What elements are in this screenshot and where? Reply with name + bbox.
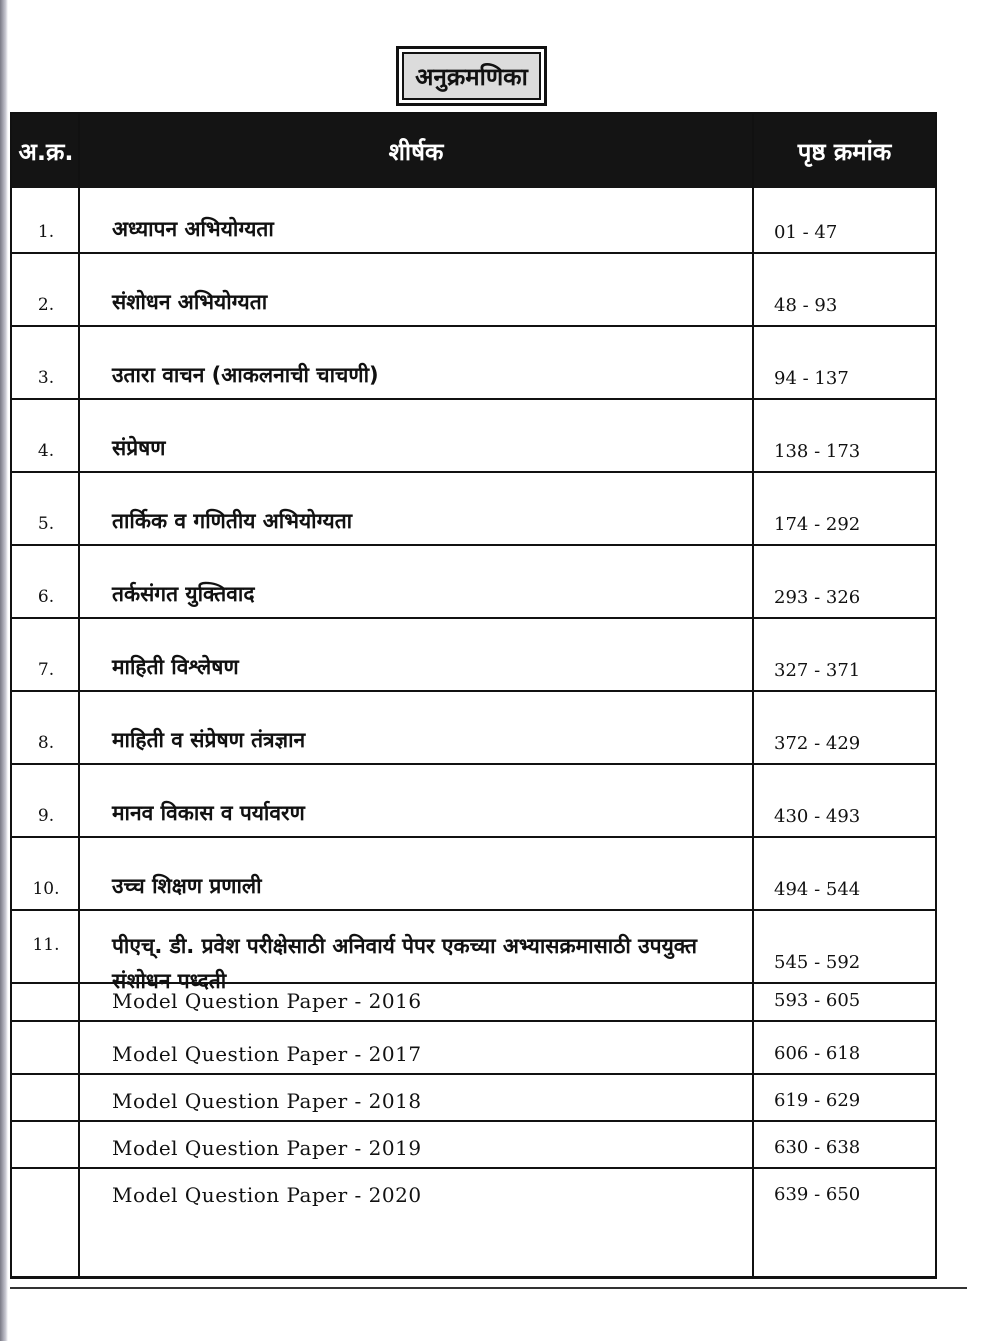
header-serial-number: अ.क्र.	[18, 137, 74, 166]
row-title: Model Question Paper - 2016	[112, 989, 422, 1013]
table-row	[12, 838, 935, 911]
column-divider-1	[78, 114, 80, 1278]
table-row	[12, 546, 935, 619]
header-page-number: पृष्ठ क्रमांक	[797, 137, 892, 166]
row-page-range: 327 - 371	[774, 660, 861, 681]
row-title: तार्किक व गणितीय अभियोग्यता	[112, 509, 353, 533]
row-page-range: 494 - 544	[774, 879, 861, 900]
row-serial-number: 10.	[32, 879, 60, 899]
table-row	[12, 400, 935, 473]
index-heading-box	[396, 46, 547, 106]
row-serial-number: 1.	[37, 222, 55, 242]
row-title: पीएच्. डी. प्रवेश परीक्षेसाठी अनिवार्य पेपर एकच्या अभ्यासक्रमासाठी उपयुक्त संशोधन पध्दती	[112, 934, 698, 993]
row-page-range: 01 - 47	[774, 222, 838, 243]
row-serial-number: 4.	[37, 441, 55, 461]
table-row	[12, 1022, 935, 1075]
row-title: Model Question Paper - 2017	[112, 1042, 422, 1066]
row-title: संशोधन अभियोग्यता	[112, 290, 268, 314]
row-serial-number: 9.	[37, 806, 55, 826]
row-serial-number: 5.	[37, 514, 55, 534]
row-page-range: 630 - 638	[774, 1137, 861, 1158]
row-serial-number: 11.	[32, 935, 60, 955]
row-title: माहिती व संप्रेषण तंत्रज्ञान	[112, 728, 306, 752]
row-page-range: 430 - 493	[774, 806, 861, 827]
table-row	[12, 1169, 935, 1216]
row-title: उच्च शिक्षण प्रणाली	[112, 874, 262, 898]
table-row	[12, 765, 935, 838]
row-serial-number: 3.	[37, 368, 55, 388]
table-header	[12, 114, 935, 188]
row-title: अध्यापन अभियोग्यता	[112, 217, 274, 241]
row-title: माहिती विश्लेषण	[112, 655, 239, 679]
table-row	[12, 254, 935, 327]
row-page-range: 48 - 93	[774, 295, 838, 316]
row-page-range: 593 - 605	[774, 990, 861, 1011]
row-page-range: 94 - 137	[774, 368, 849, 389]
book-spine-shadow	[0, 0, 8, 1341]
table-row	[12, 1122, 935, 1169]
row-title: Model Question Paper - 2018	[112, 1089, 422, 1113]
table-row	[12, 911, 935, 993]
index-heading: अनुक्रमणिका	[402, 52, 541, 100]
table-row	[12, 327, 935, 400]
table-row	[12, 188, 935, 254]
table-of-contents	[10, 112, 937, 1279]
row-title: Model Question Paper - 2020	[112, 1183, 422, 1207]
table-row	[12, 619, 935, 692]
row-title: मानव विकास व पर्यावरण	[112, 801, 305, 825]
row-serial-number: 2.	[37, 295, 55, 315]
row-page-range: 293 - 326	[774, 587, 861, 608]
header-title: शीर्षक	[388, 137, 444, 166]
row-page-range: 138 - 173	[774, 441, 861, 462]
row-serial-number: 6.	[37, 587, 55, 607]
table-row	[12, 692, 935, 765]
row-title: संप्रेषण	[112, 436, 166, 460]
bottom-rule	[10, 1287, 967, 1289]
row-serial-number: 7.	[37, 660, 55, 680]
row-page-range: 545 - 592	[774, 952, 861, 973]
row-page-range: 639 - 650	[774, 1184, 861, 1205]
table-row	[12, 984, 935, 1022]
row-page-range: 174 - 292	[774, 514, 861, 535]
row-title: उतारा वाचन (आकलनाची चाचणी)	[112, 363, 379, 387]
column-divider-2	[752, 114, 754, 1278]
row-page-range: 372 - 429	[774, 733, 861, 754]
table-row	[12, 473, 935, 546]
row-page-range: 619 - 629	[774, 1090, 861, 1111]
row-title: तर्कसंगत युक्तिवाद	[112, 582, 255, 606]
table-row	[12, 1075, 935, 1122]
row-page-range: 606 - 618	[774, 1043, 861, 1064]
row-title: Model Question Paper - 2019	[112, 1136, 422, 1160]
row-serial-number: 8.	[37, 733, 55, 753]
